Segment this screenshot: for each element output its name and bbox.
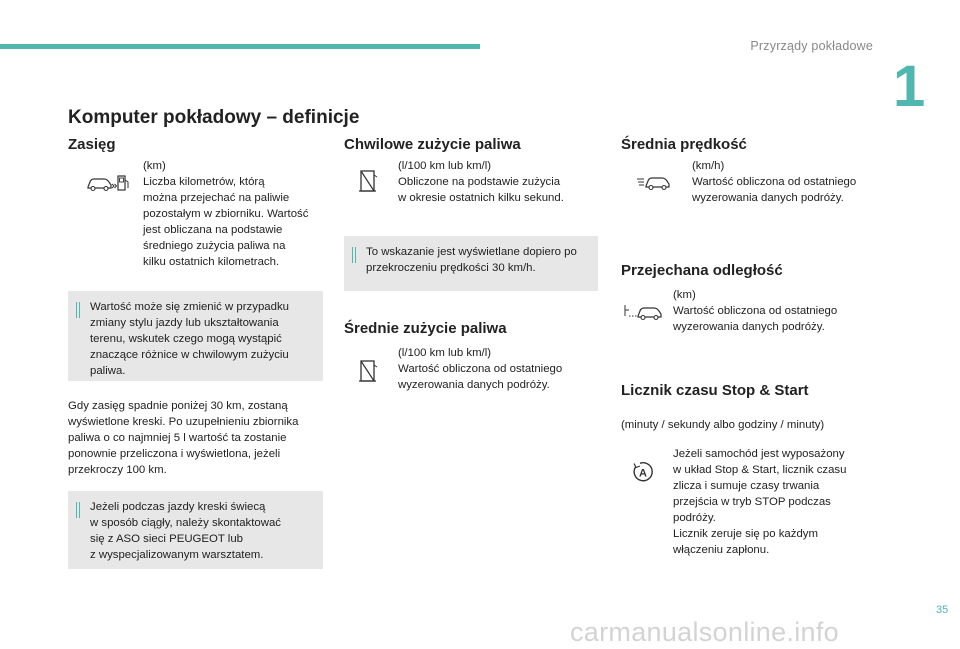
heading-srednia-predkosc: Średnia prędkość xyxy=(621,136,747,153)
srednie-description: (l/100 km lub km/l) Wartość obliczona od ostatniego wyzerowania danych podróży. xyxy=(398,347,563,391)
heading-przejechana-odleglosc: Przejechana odległość xyxy=(621,262,783,279)
chwilowe-description: (l/100 km lub km/l) Obliczone na podstawie zużycia w okresie ostatnich kilku sekund. xyxy=(398,160,564,204)
car-distance-icon xyxy=(623,302,665,322)
predkosc-description: (km/h) Wartość obliczona od ostatniego wyzerowania danych podróży. xyxy=(692,160,857,204)
stopstart-description: Jeżeli samochód jest wyposażony w układ Stop & Start, licznik czasu zlicza i sumuje czasy trwania przejścia w tryb STOP podczas podróży. Licznik zeruje się po każdym włączeniu zapłonu. xyxy=(673,448,847,556)
fuel-pump-gauge-icon xyxy=(358,169,378,193)
chapter-number: 1 xyxy=(893,54,926,119)
heading-chwilowe: Chwilowe zużycie paliwa xyxy=(344,136,521,153)
stopstart-subtitle: (minuty / sekundy albo godziny / minuty) xyxy=(621,419,825,431)
section-title: Przyrządy pokładowe xyxy=(750,39,873,53)
heading-srednie-zuzycie: Średnie zużycie paliwa xyxy=(344,320,507,337)
zasieg-note-1 xyxy=(68,291,323,381)
page-number: 35 xyxy=(936,604,949,616)
info-marker-icon xyxy=(352,247,356,263)
svg-text:A: A xyxy=(639,467,647,480)
info-marker-icon xyxy=(76,502,80,518)
heading-stop-start: Licznik czasu Stop & Start xyxy=(621,382,809,399)
zasieg-note-1-text: Wartość może się zmienić w przypadku zmiany stylu jazdy lub ukształtowania terenu, wskutek czego mogą wystąpić znaczące różnice w chwilowym zużyciu paliwa. xyxy=(90,301,289,377)
zasieg-description: (km) Liczba kilometrów, którą można przejechać na paliwie pozostałym w zbiorniku. Wartość jest obliczana na podstawie średniego zużycia paliwa na kilku ostatnich kilometrach. xyxy=(143,160,309,268)
chwilowe-note-text: To wskazanie jest wyświetlane dopiero po przekroczeniu prędkości 30 km/h. xyxy=(366,246,577,274)
header-accent-bar xyxy=(0,44,480,49)
car-speed-icon xyxy=(636,172,672,192)
page-title: Komputer pokładowy – definicje xyxy=(68,107,360,128)
chwilowe-note xyxy=(344,236,598,291)
heading-zasieg: Zasięg xyxy=(68,136,116,153)
odleglosc-description: (km) Wartość obliczona od ostatniego wyzerowania danych podróży. xyxy=(673,289,838,333)
car-fuel-range-icon xyxy=(86,173,130,193)
zasieg-paragraph: Gdy zasięg spadnie poniżej 30 km, zostaną wyświetlone kreski. Po uzupełnieniu zbiornika paliwa o co najmniej 5 l wartość ta zostanie ponownie przeliczona i wyświetlona, jeżeli przekroczy 100 km. xyxy=(68,400,299,476)
watermark: carmanualsonline.info xyxy=(570,617,839,647)
fuel-pump-gauge-icon xyxy=(358,359,378,383)
stop-start-a-icon xyxy=(631,460,655,484)
zasieg-note-2-text: Jeżeli podczas jazdy kreski świecą w sposób ciągły, należy skontaktować się z ASO sieci PEUGEOT lub z wyspecjalizowanym warsztatem. xyxy=(90,501,281,561)
zasieg-note-2 xyxy=(68,491,323,569)
info-marker-icon xyxy=(76,302,80,318)
